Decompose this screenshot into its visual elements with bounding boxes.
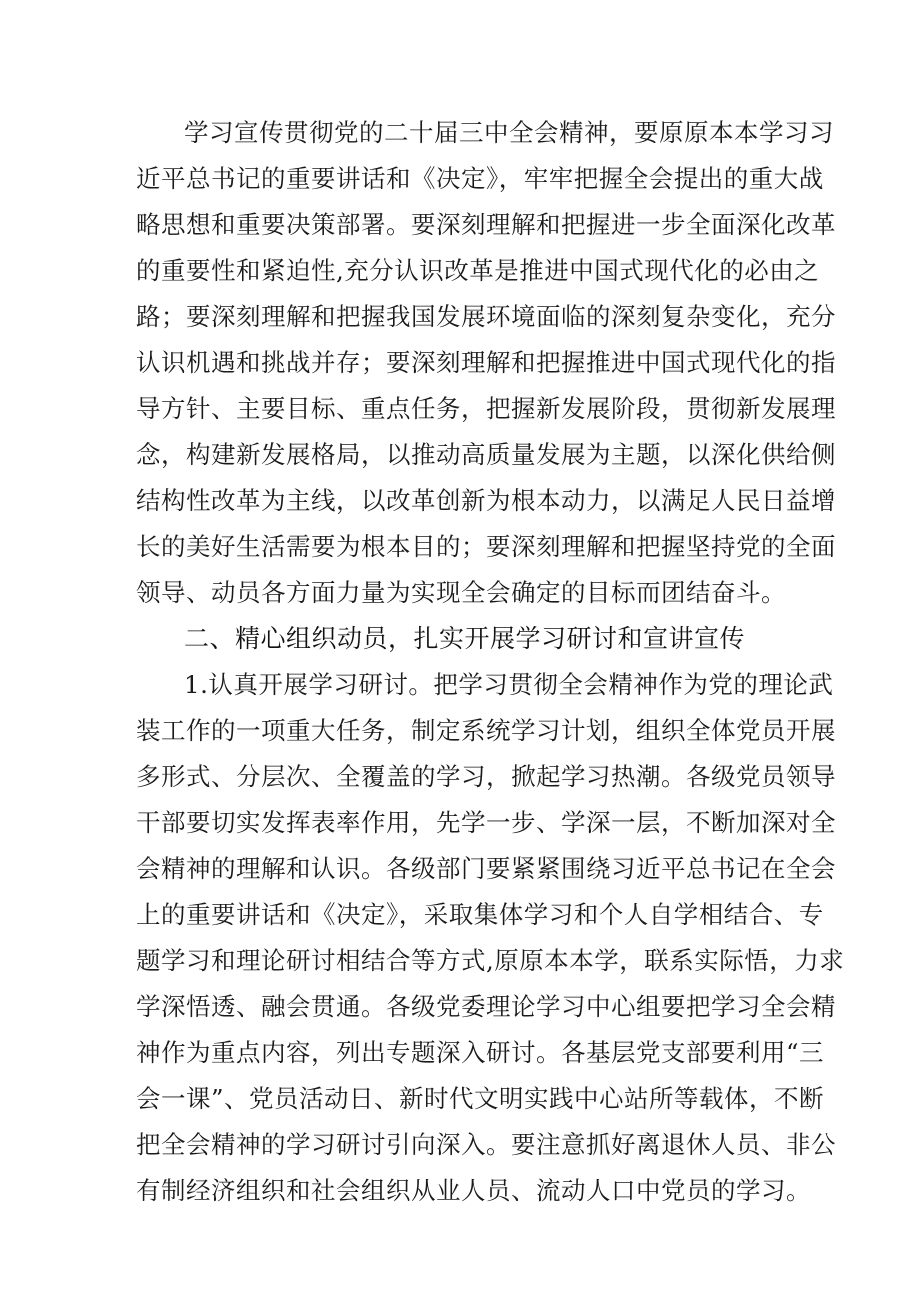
- paragraph-1-line: 略思想和重要决策部署。要深刻理解和把握进一步全面深化改革: [136, 210, 836, 239]
- paragraph-1-line: 认识机遇和挑战并存；要深刻理解和把握推进中国式现代化的指: [136, 348, 836, 377]
- paragraph-1-line: 长的美好生活需要为根本目的；要深刻理解和把握坚持党的全面: [136, 532, 836, 561]
- section-heading: 二、精心组织动员，扎实开展学习研讨和宣讲宣传: [184, 624, 746, 653]
- paragraph-1-line: 念，构建新发展格局，以推动高质量发展为主题，以深化供给侧: [136, 440, 836, 469]
- paragraph-2-line: 题学习和理论研讨相结合等方式,原原本本学，联系实际悟，力求: [136, 946, 845, 975]
- paragraph-2-line: 神作为重点内容，列出专题深入研讨。各基层党支部要利用“三: [136, 1038, 825, 1067]
- paragraph-1-line: 近平总书记的重要讲话和《决定》，牢牢把握全会提出的重大战: [136, 164, 824, 193]
- paragraph-2-line: 1.认真开展学习研讨。把学习贯彻全会精神作为党的理论武: [184, 670, 834, 699]
- paragraph-2-line: 把全会精神的学习研讨引向深入。要注意抓好离退休人员、非公: [136, 1130, 836, 1159]
- paragraph-2-line: 干部要切实发挥表率作用，先学一步、学深一层，不断加深对全: [136, 808, 836, 837]
- paragraph-2-line: 多形式、分层次、全覆盖的学习，掀起学习热潮。各级党员领导: [136, 762, 836, 791]
- paragraph-1-line: 路；要深刻理解和把握我国发展环境面临的深刻复杂变化，充分: [136, 302, 836, 331]
- paragraph-1-line: 的重要性和紧迫性,充分认识改革是推进中国式现代化的必由之: [136, 256, 820, 285]
- paragraph-1-line: 领导、动员各方面力量为实现全会确定的目标而团结奋斗。: [136, 578, 786, 607]
- paragraph-2-line: 上的重要讲话和《决定》，采取集体学习和个人自学相结合、专: [136, 900, 824, 929]
- paragraph-2-line: 会一课”、党员活动日、新时代文明实践中心站所等载体，不断: [136, 1084, 825, 1113]
- paragraph-2-line: 有制经济组织和社会组织从业人员、流动人口中党员的学习。: [136, 1176, 811, 1205]
- paragraph-1-line: 学习宣传贯彻党的二十届三中全会精神，要原原本本学习习: [184, 118, 834, 147]
- paragraph-1-line: 结构性改革为主线，以改革创新为根本动力，以满足人民日益增: [136, 486, 836, 515]
- paragraph-2-line: 装工作的一项重大任务，制定系统学习计划，组织全体党员开展: [136, 716, 836, 745]
- paragraph-2-line: 学深悟透、融会贯通。各级党委理论学习中心组要把学习全会精: [136, 992, 836, 1021]
- paragraph-2-line: 会精神的理解和认识。各级部门要紧紧围绕习近平总书记在全会: [136, 854, 836, 883]
- paragraph-1-line: 导方针、主要目标、重点任务，把握新发展阶段，贯彻新发展理: [136, 394, 836, 423]
